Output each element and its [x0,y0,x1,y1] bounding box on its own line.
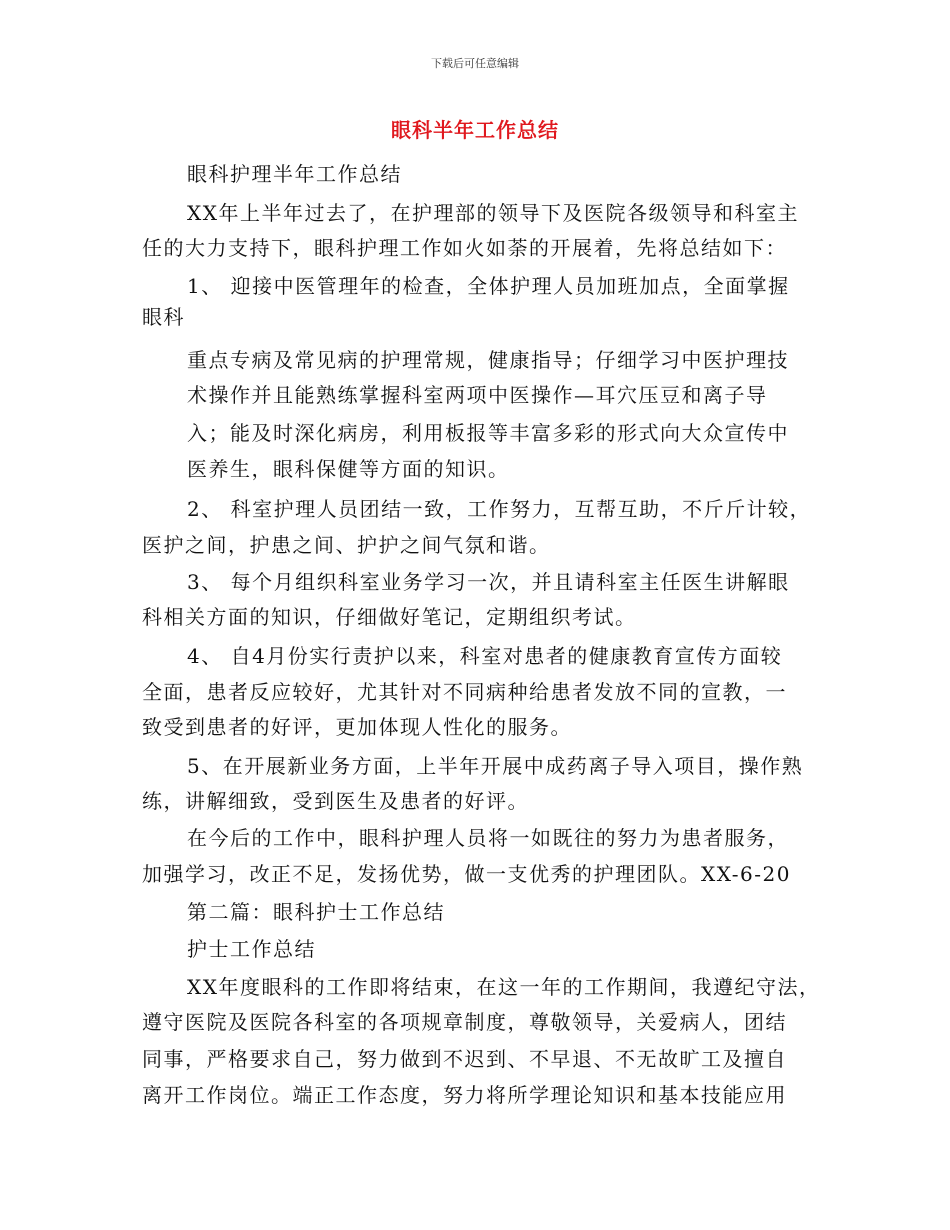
paragraph-line: 全面，患者反应较好，尤其针对不同病种给患者发放不同的宣教，一 [142,680,787,704]
paragraph-line: XX年度眼科的工作即将结束，在这一年的工作期间，我遵纪守法， [187,975,821,999]
paragraph-line: 练，讲解细致，受到医生及患者的好评。 [142,789,529,813]
paragraph-line: 医护之间，护患之间、护护之间气氛和谐。 [142,533,551,557]
paragraph-line: 1、 迎接中医管理年的检查，全体护理人员加班加点，全面掌握 [187,274,790,298]
paragraph-line: 5、在开展新业务方面，上半年开展中成药离子导入项目，操作熟 [187,754,804,778]
paragraph-line: 医养生，眼科保健等方面的知识。 [187,457,510,481]
section-heading: 第二篇：眼科护士工作总结 [187,900,445,924]
section-subheading: 护士工作总结 [187,937,316,961]
paragraph-line: 离开工作岗位。端正工作态度，努力将所学理论知识和基本技能应用 [142,1083,787,1107]
paragraph-line: 眼科 [142,305,185,329]
paragraph-line: 在今后的工作中，眼科护理人员将一如既往的努力为患者服务， [187,826,789,850]
paragraph-line: XX年上半年过去了，在护理部的领导下及医院各级领导和科室主 [187,201,799,225]
paragraph-line: 2、 科室护理人员团结一致，工作努力，互帮互助，不斤斤计较， [187,497,812,521]
paragraph-line: 遵守医院及医院各科室的各项规章制度，尊敬领导，关爱病人，团结 [142,1010,787,1034]
document-title: 眼科半年工作总结 [391,118,559,142]
paragraph-line: 4、 自4月份实行责护以来，科室对患者的健康教育宣传方面较 [187,644,783,668]
paragraph-line: 重点专病及常见病的护理常规，健康指导；仔细学习中医护理技 [187,348,789,372]
paragraph-line: 术操作并且能熟练掌握科室两项中医操作—耳穴压豆和离子导 [187,383,768,407]
paragraph-line: 3、 每个月组织科室业务学习一次，并且请科室主任医生讲解眼 [187,570,790,594]
paragraph-line: 同事，严格要求自己，努力做到不迟到、不早退、不无故旷工及擅自 [142,1047,787,1071]
paragraph-line: 致受到患者的好评，更加体现人性化的服务。 [142,715,572,739]
paragraph-line: 加强学习，改正不足，发扬优势，做一支优秀的护理团队。XX-6-20 [142,862,791,886]
paragraph-line: 任的大力支持下，眼科护理工作如火如荼的开展着，先将总结如下： [142,236,787,260]
header-note: 下载后可任意编辑 [431,57,519,70]
paragraph-line: 入；能及时深化病房，利用板报等丰富多彩的形式向大众宣传中 [187,421,789,445]
paragraph-line: 科相关方面的知识，仔细做好笔记，定期组织考试。 [142,605,637,629]
paragraph-line: 眼科护理半年工作总结 [187,162,402,186]
